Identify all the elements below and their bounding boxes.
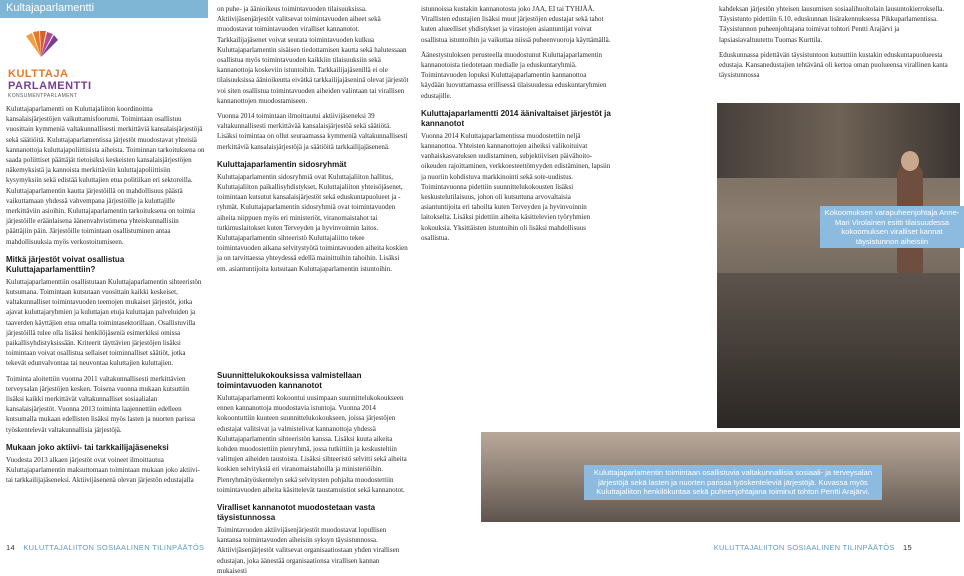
heading-2014: Kuluttajaparlamentti 2014 äänivaltaiset järjestöt ja kannanotot <box>421 108 611 128</box>
intro-paragraph: Kuluttajaparlamentti on Kuluttajaliiton koordinoima kansalaisjärjestöjen vaikuttamisfoorumi. Toimintaan osallistuu vuosittain kymmeniä valtakunnallisesti merkittäviä kansalaisjärjestöjä sekä säätiöitä. Kuluttajaparlamentissa järjestöt muodostavat yhteisiä kannanottoja kuluttajapoliittisista aiheista. Toiminnan tarkoituksena on saada poliittiset päättäjät tietoisiksi keskeisten kansalaisjärjestöjen näkemyksistä ja kannoista merkittäviin kuluttajapoliittisiin kysymyksiin sekä edistää kuluttajien etua politiikan eri sektoreilla. Kuluttajaparlamentin kautta järjestöillä on mahdollisuus päästä vaikuttamaan yhdessä vahvempana järjestöille ja kuluttajille merkittäviin asioihin. Kuluttajaparlamentin tarkoituksena on toimia järjestöille eräänlaisena äänenvahvistimena yhteiskunnallisiin päättäjiin päin. Järjestöille toimintaan osallistuminen antaa mahdollisuuksia myös verkostoitumiseen. <box>6 105 205 246</box>
heading-who-can-participate: Mitkä järjestöt voivat osallistua Kuluttajaparlamenttiin? <box>6 254 125 274</box>
fan-logo-icon <box>24 30 58 58</box>
logo-line-1: KULTTAJA <box>8 68 69 80</box>
heading-membership: Mukaan joko aktiivi- tai tarkkailijajäseneksi <box>6 442 169 452</box>
page-number-left: 14 <box>6 543 15 552</box>
logo-line-2: PARLAMENTTI <box>8 80 92 92</box>
paragraph: Kuluttajaparlamenttiin osallistutaan Kuluttajaparlamentin sihteeristön kutsumana. Toimintaan kutsutaan vuosittain kaikki keskeiset, valtakunnalliset toimintavuoden teemojen mukaiset järjestöt, jotka ajavat kuluttajaryhmien ja kuluttajan etuja kuluttajan palveluiden ja taaverden käyttäjien etua omalla toimintasektorillaan. Osallistuvilla järjestöillä tulee olla lisäksi henkilöjäseniä esimerkiksi omissa paikallisyhdistyksissään. Kriteerit täyttävien järjestöjen lisäksi toimintaan voivat osallistua sellaiset toiminnalliset säätiöt, jotka tekevät edunvalvontaa tai neuvontaa kuluttajien kuluttajien. <box>6 277 202 368</box>
caption-speaker: Kokoomuksen varapuheenjohtaja Anne-Mari Virolainen esitti tilaisuudessa kokoomuksen viralliset kannat täysistunnon aiheisiin <box>820 206 964 248</box>
column-4 <box>719 4 955 85</box>
paragraph: Äänestystuloksen perusteella muodostunut Kuluttajaparlamentin kannanotoista tiedotetaan medialle ja eduskuntaryhmiä. Toimintavuoden lopuksi Kuluttajaparlamentin kannanottoa käydään luovuttamassa erillisessä tilaisuudessa eduskuntaryhmien edustajille. <box>421 50 607 100</box>
heading-official-positions: Viralliset kannanotot muodostetaan vasta täysistunnossa <box>217 503 376 523</box>
kuluttajaparlamentti-logo <box>8 30 92 102</box>
caption-group: Kuluttajaparlamentin toimintaan osallistuvia valtakunnallisia sosiaali- ja terveysalan järjestöjä sekä lasten ja nuorten parissa työskenteleviä järjestöjä. Kuvassa myös Kuluttajaliiton henkilökuntaa sekä puheenjohtajana toiminut tohtori Pentti Arajärvi. <box>584 465 882 500</box>
paragraph: Toimintavuoden aktiivijäsenjärjestöt muodostavat lopullisen kantansa toimintavuoden aiheisiin syksyn täysistunnossa. Aktiivijäsenjärjestöt valitsevat organisaatiostaan yhden virallisen edustajan, joka äänestää organisaationsa virallisen kannan mukaisesti <box>217 526 400 575</box>
footer-left-text: KULUTTAJALIITON SOSIAALINEN TILINPÄÄTÖS <box>23 543 205 552</box>
paragraph: Kuluttajaparlamentti kokoontui uusimpaan suunnittelukokoukseen ennen kannanottoja muodostavia istuntoja. Vuonna 2014 kokoontuttiin kuuteen suunnittelukokoukseen, joissa järjestöjen edustajat valitsivat ja valmistelivat kannanottoja yhdessä Kuluttajaparlamentin sihteeristön kanssa. Lisäksi kuuta aikeita kohden muodostettiin pienryhmä, jossa tutkittiin ja keskusteltiin valittujen aiheiden taustoista. Lisäksi sihteeristö selvitti sekä aiheita koskien selvityksiä eri viranomaistahoilla ja ministeriöihin. Pienryhmätyöskentelyn sekä selvitysten pohjalta muodostettiin toimintavuoden aiheita käsittelevät taustamuistiot sekä kannanotot. <box>217 394 407 494</box>
paragraph: Toiminta aloitettiin vuonna 2011 valtakunnallisesti merkittävien terveysalan järjestöjen kesken. Toisena vuonna mukaan kutsuttiin lisäksi kaikki merkittävät valtakunnalliset sosiaalialan kansalaisjärjestöt. Vuonna 2013 toiminta laajennettiin edelleen kutsumalla mukaan edellisten lisäksi myös lasten ja nuorten parissa työskentelevät valtakunnallisia järjestöjä. <box>6 374 195 434</box>
column-3 <box>421 4 611 248</box>
logo-line-3: KONSUMENTPARLAMENT <box>8 93 78 99</box>
paragraph: Eduskunnassa pidettävän täysistuntoon kutsuttiin kustakin eduskuntapuolueesta edustaja. Kansanedustajien tehtävänä oli kertoa oman puolueensa virallinen kanta täysistunnossa <box>719 50 948 80</box>
footer-left <box>6 543 204 552</box>
paragraph: Vuonna 2014 toimintaan ilmoittautui aktiivijäseneksi 39 valtakunnallisesti merkittävää kansalaisjärjestöä sekä säätiötä. Lisäksi toimintaa on ollut seuraamassa kymmeniä valtakunnallisesti merkittäviä kansalaisjärjestöjä ja säätiöitä tarkkailijajäsenenä. <box>217 112 408 151</box>
paragraph: Vuonna 2014 Kuluttajaparlamentissa muodostettiin neljä kannanottoa. Yhteisten kannanottojen aiheiksi valikoituivat vanhaiskasvatuksen uudistaminen, subjektiivisen päivähoito-oikeuden rajoittaminen, verkkoesteettömyyden edistäminen, lapsiin ja nuoriin kohdistuva markkinointi sekä sote-uudistus. Toimintavuonna pidettiin suunnittelukokousten lisäksi keskustelutilaisuus, johon oli kutsuttuna arvovaltaisia asiantuntijoita eri tahoilta kuten Terveyden ja hyvinvoinnin laitokselta. Lisäksi pidettiin aiheita käsittelevien työryhmien kokouksia. Yksittäisten istuntoihin oli lisäksi mahdollisuus osallistua. <box>421 131 611 242</box>
paragraph: kahdeksan järjestön yhteisen lausumisen sosiaalihuoltolain lausuntokierroksella. Täysistunto pidettiin 6.10. eduskunnan lisärakennuksessa Pikkuparlamentissa. Täysistunnon puheenjohtajana toimivat tohtori Pentti Arajärvi ja lapsiasiavaltuutettu Tuomas Kurttila. <box>719 5 945 44</box>
speaker-photo <box>717 103 960 428</box>
paragraph: Vuodesta 2013 alkaen järjestöt ovat voineet ilmoittautua Kuluttajaparlamentin maksuttomaan toimintaan mukaan joko aktiivi- tai tarkkailijajäseneksi. Aktiivijäsenenä olevan järjestön edustajalla <box>6 455 200 485</box>
heading-planning: Suunnittelukokouksissa valmistellaan toimintavuoden kannanotot <box>217 371 362 390</box>
heading-stakeholders: Kuluttajaparlamentin sidosryhmät <box>217 159 347 169</box>
paragraph: on puhe- ja äänioikeus toimintavuoden tilaisuuksissa. Aktiivijäsenjärjestöt valitsevat toimintavuoden aiheet sekä muodostavat toimintavuoden viralliset kannanotot. Tarkkailijajäsenet voivat seurata toimintavuoden kulkua Kuluttajaparlamentin sisäisen tiedottamisen kautta sekä halutessaan osallistua myös toimintavuoden kaikkiin tilaisuuksiin sekä kannanottoja koskeviin istuntoihin. Tarkkailijajäsenillä ei ole tilaisuuksissa äänioikeutta eivätkä tarkkailijajäseninä olevat järjestöt voi siten osallistua toimintavuoden aiheiden valintaan tai virallisen kannanottojen muodostamiseen. <box>217 5 409 105</box>
footer-right-text: KULUTTAJALIITON SOSIAALINEN TILINPÄÄTÖS <box>713 543 895 552</box>
footer-right <box>714 543 912 552</box>
column-1 <box>6 104 206 491</box>
header-bar <box>0 0 208 18</box>
page-number-right: 15 <box>903 543 912 552</box>
paragraph: Kuluttajaparlamentin sidosryhmiä ovat Kuluttajaliiton hallitus, Kuluttajaliiton paikallisyhdistykset, Kuluttajaliiton yhteisöjäsenet, toimintaan kutsutut kansalaisjärjestöt sekä eduskuntapuolueet ja -ryhmät. Kuluttajaparlamentin sidosryhmiä ovat toimintavuoden aiheita niippuen myös eri ministeriöt, viranomaistahot tai tutkimuslaitokset kuten Terveyden ja hyvinvoinnin laitos. Kuluttajaparlamentin sihteeristö Kuluttajaliitto tekee toimintavuoden aikana selvitystyötä toimintavuoden aiheita koskien ja on tarvittaessa yhteydessä edellä mainittuihin tahoihin. Lisäksi em. asiantuntijoita kutsutaan Kuluttajaparlamentin istuntoihin. <box>217 172 408 273</box>
column-2 <box>217 4 410 279</box>
header-title: Kultajaparlamentti <box>6 2 95 14</box>
column-2-bottom <box>217 363 410 575</box>
paragraph: istunnoissa kustakin kannanotosta joko JAA, EI tai TYHJÄÄ. Virallisten edustajien lisäksi muut järjestöjen edustajat sekä tahot kuten alueelliset yhdistykset ja virastojen asiantuntijat voivat osallistua istuntoihin ja vaikuttaa niissä puheenvuoroja käyttämällä. <box>421 5 611 44</box>
